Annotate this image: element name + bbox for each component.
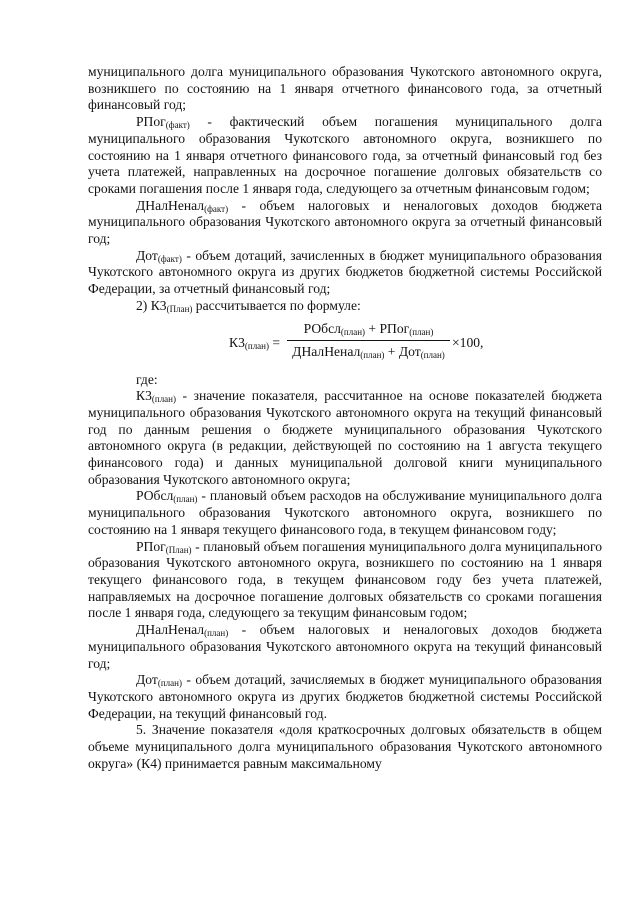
document-page <box>88 64 602 772</box>
definition-rpog-fact <box>88 114 602 198</box>
term-subscript: (План) <box>165 544 192 555</box>
term-subscript: (факт) <box>157 253 182 264</box>
definition-text: - значение показателя, рассчитанное на основе показателей бюджета муниципального образования Чукотского автономного округа на текущий финансовый год по данным решения о бюджете муниципального образования Чукотского автономного округа (в редакции, действующей по состоянию на 1 августа текущего финансового года) и данных муниципальной долговой книги муниципального образования Чукотского автономного округа; <box>88 388 602 487</box>
definition-text: - объем налоговых и неналоговых доходов бюджета муниципального образования Чукотского автономного округа на текущий финансовый год; <box>88 622 602 671</box>
term: РОбсл <box>136 488 174 504</box>
definition-text: - плановый объем погашения муниципального долга муниципального образования Чукотского автономного округа, возникшего по состоянию на 1 января текущего финансового года, в текущем финансовом году без учета платежей, направляемых на досрочное погашение долговых обязательств со сроками погашения после 1 января года, следующего за текущим финансовым годом; <box>88 538 602 621</box>
term-subscript: (план) <box>173 494 198 505</box>
term-subscript: (план) <box>157 678 182 689</box>
term: ДНалНенал <box>136 622 205 638</box>
term-subscript: (факт) <box>204 203 229 214</box>
term: ДНалНенал <box>136 197 205 213</box>
numerator-term-a: РОбсл <box>303 320 341 336</box>
section-5-paragraph: 5. Значение показателя «доля краткосрочных долговых обязательств в общем объеме муниципального долга муниципального образования Чукотского автономного округа» (К4) принимается равным максимальному <box>88 722 602 771</box>
denominator-term-a: ДНалНенал <box>292 343 361 359</box>
formula-lhs-subscript: (план) <box>244 340 269 351</box>
fraction-bar <box>287 340 450 341</box>
term-subscript: (план) <box>204 628 229 639</box>
term: РПог <box>136 538 166 554</box>
definition-robsl-plan <box>88 488 602 538</box>
definition-text: - объем налоговых и неналоговых доходов бюджета муниципального образования Чукотского автономного округа за отчетный финансовый год; <box>88 197 602 247</box>
definition-dnalnenal-fact <box>88 198 602 248</box>
formula-equals: = <box>269 334 281 350</box>
definition-k3-plan <box>88 388 602 488</box>
denominator-term-b: + Дот <box>384 343 421 359</box>
formula-multiplier: ×100, <box>452 334 484 350</box>
formula-fraction <box>287 320 450 361</box>
numerator-sub-a: (план) <box>340 326 366 337</box>
definition-dnalnenal-plan <box>88 622 602 672</box>
formula-lhs <box>229 335 280 352</box>
formula-denominator <box>287 343 450 361</box>
intro-prefix: 2) К3 <box>136 297 167 313</box>
numerator-term-b: + РПог <box>365 320 410 336</box>
intro-subscript: (План) <box>166 303 193 314</box>
formula-intro <box>88 298 602 315</box>
where-label: где: <box>136 371 158 387</box>
definition-dot-fact <box>88 248 602 298</box>
definition-text: - плановый объем расходов на обслуживание муниципального долга муниципального образования Чукотского автономного округа, возникшего по состоянию на 1 января текущего финансового года, в текущем финансовом году; <box>88 488 602 537</box>
formula-numerator <box>287 320 450 338</box>
denominator-sub-b: (план) <box>420 349 445 360</box>
definition-rpog-plan <box>88 539 602 623</box>
formula-k3 <box>88 320 602 372</box>
definition-text: - фактический объем погашения муниципального долга муниципального образования Чукотского автономного округа, возникшего по состоянию на 1 января отчетного финансового года, за отчетный финансовый год без учета платежей, направленных на досрочное погашение долговых обязательств со сроками погашения после 1 января года, следующего за отчетным финансовым годом; <box>88 114 602 196</box>
term: РПог <box>136 114 166 130</box>
term: К3 <box>136 388 152 404</box>
term-subscript: (план) <box>151 394 176 405</box>
term: Дот <box>136 672 158 688</box>
intro-text: рассчитывается по формуле: <box>192 297 361 313</box>
term-subscript: (факт) <box>165 120 190 131</box>
denominator-sub-a: (план) <box>360 349 385 360</box>
definition-dot-plan <box>88 672 602 722</box>
definition-text: - объем дотаций, зачисленных в бюджет муниципального образования Чукотского автономного округа из других бюджетов бюджетной системы Российской Федерации, за отчетный финансовый год; <box>88 247 602 297</box>
paragraph-continuation: муниципального долга муниципального образования Чукотского автономного округа, возникшего по состоянию на 1 января отчетного финансового года, за отчетный финансовый год; <box>88 64 602 113</box>
numerator-sub-b: (план) <box>409 326 434 337</box>
formula-lhs-term: К3 <box>229 334 245 350</box>
definition-text: - объем дотаций, зачисляемых в бюджет муниципального образования Чукотского автономного округа из других бюджетов бюджетной системы Российской Федерации, на текущий финансовый год. <box>88 672 602 721</box>
term: Дот <box>136 247 158 263</box>
